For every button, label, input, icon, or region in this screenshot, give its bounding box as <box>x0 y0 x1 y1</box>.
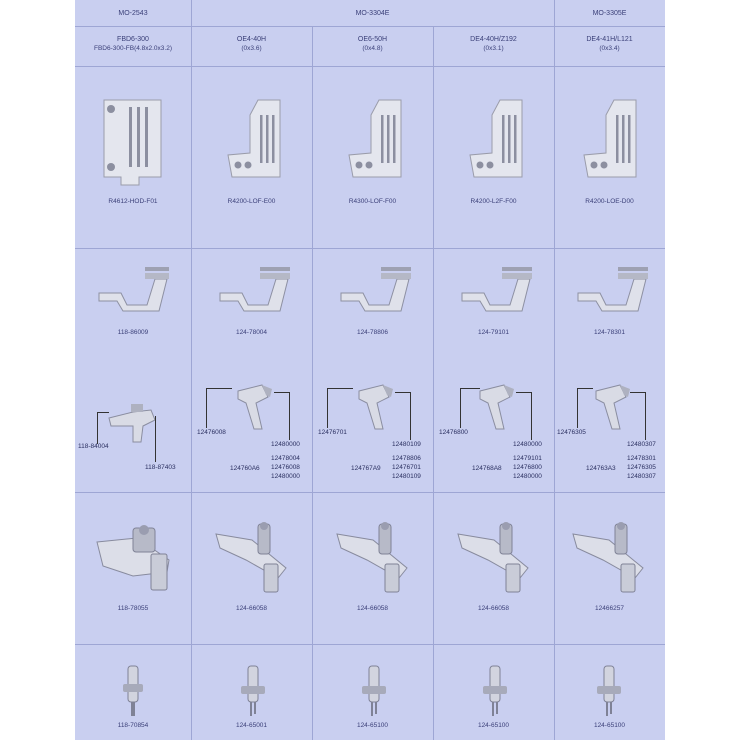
feed-dog-image <box>93 265 173 320</box>
presser-foot-image <box>93 520 175 598</box>
presser-foot-image <box>333 520 415 598</box>
needle-clamp-image <box>360 664 388 719</box>
throat-plate-image <box>341 95 411 190</box>
part-number: 124-78301 <box>593 329 626 336</box>
feed-assembly-image <box>232 383 282 433</box>
part-number: 12476800 <box>513 464 542 471</box>
leader-line <box>630 392 645 393</box>
part-number: 12479101 <box>513 455 542 462</box>
part-number: 118-84004 <box>78 443 109 450</box>
leader-line <box>577 388 578 428</box>
part-number: 12476008 <box>271 464 300 471</box>
part-number: 118-86009 <box>117 329 149 336</box>
leader-line <box>289 392 290 440</box>
feed-dog-image <box>335 265 415 320</box>
throat-plate-image <box>220 95 290 190</box>
leader-line <box>531 392 532 440</box>
part-number: 12466257 <box>595 605 624 612</box>
feed-dog-image <box>572 265 652 320</box>
column-size: (0x3.6) <box>241 45 262 52</box>
part-number: 12476701 <box>392 464 421 471</box>
leader-line <box>206 388 207 428</box>
part-number: 12476305 <box>557 429 586 436</box>
part-number: 124-79101 <box>477 329 510 336</box>
part-number: 12480109 <box>392 473 421 480</box>
leader-line <box>460 388 480 389</box>
part-number: R4200-LOF-E00 <box>227 198 276 205</box>
part-number: 124-78004 <box>235 329 268 336</box>
part-number: 124-65100 <box>477 722 510 729</box>
presser-foot-image <box>569 520 651 598</box>
leader-line <box>97 412 109 413</box>
part-number: R4612-HOD-F01 <box>108 198 158 205</box>
part-number: 12480000 <box>513 441 542 448</box>
part-number: 118-70854 <box>117 722 149 729</box>
grid-line <box>312 26 313 740</box>
part-number: 118-78055 <box>117 605 149 612</box>
part-number: 124-65001 <box>235 722 268 729</box>
part-number: 12480000 <box>513 473 542 480</box>
presser-foot-image <box>212 520 294 598</box>
part-number: 124760A6 <box>230 465 260 472</box>
throat-plate-image <box>576 95 646 190</box>
throat-plate-image <box>462 95 532 190</box>
part-number: 12478301 <box>627 455 656 462</box>
grid-line <box>75 26 665 27</box>
part-number: R4300-LOF-F00 <box>348 198 397 205</box>
part-number: 12476305 <box>627 464 656 471</box>
leader-line <box>206 388 232 389</box>
leader-line <box>410 392 411 440</box>
part-number: R4200-LOE-D00 <box>585 198 634 205</box>
leader-line <box>327 388 328 428</box>
part-number: 124-65100 <box>593 722 626 729</box>
throat-plate-image <box>99 95 169 190</box>
part-number: R4200-L2F-F00 <box>470 198 517 205</box>
part-number: 12480307 <box>627 441 656 448</box>
leader-line <box>516 392 531 393</box>
part-number: 124768A8 <box>472 465 502 472</box>
feed-assembly-image <box>353 383 403 433</box>
feed-assembly-image <box>590 383 640 433</box>
needle-clamp-image <box>481 664 509 719</box>
column-name: FBD6-300 <box>117 36 149 43</box>
leader-line <box>577 388 593 389</box>
part-number: 124763A3 <box>586 465 616 472</box>
part-number: 124-65100 <box>356 722 389 729</box>
leader-line <box>395 392 410 393</box>
presser-foot-image <box>454 520 536 598</box>
column-size: (0x3.4) <box>599 45 620 52</box>
leader-line <box>97 412 98 444</box>
feed-dog-image <box>214 265 294 320</box>
feed-assembly-image <box>474 383 524 433</box>
part-number: 12476800 <box>439 429 468 436</box>
grid-line <box>433 26 434 740</box>
model-header: MO-2543 <box>118 10 148 17</box>
feed-assembly-image <box>103 400 163 445</box>
part-number: 124-66058 <box>356 605 389 612</box>
parts-sheet <box>75 0 665 740</box>
part-number: 12480000 <box>271 441 300 448</box>
column-size: (0x4.8) <box>362 45 383 52</box>
column-name: OE4-40H <box>236 36 267 43</box>
leader-line <box>460 388 461 428</box>
part-number: 12478004 <box>271 455 300 462</box>
grid-line <box>191 0 192 740</box>
column-size: FBD6-300-FB(4.8x2.0x3.2) <box>93 45 173 52</box>
needle-clamp-image <box>595 664 623 719</box>
model-header: MO-3305E <box>592 10 627 17</box>
model-header: MO-3304E <box>355 10 390 17</box>
needle-clamp-image <box>239 664 267 719</box>
grid-line <box>75 248 665 249</box>
part-number: 124-66058 <box>477 605 510 612</box>
column-name: OE6-50H <box>357 36 388 43</box>
needle-clamp-image <box>119 664 147 719</box>
column-size: (0x3.1) <box>483 45 504 52</box>
part-number: 12476008 <box>197 429 226 436</box>
grid-line <box>75 644 665 645</box>
feed-dog-image <box>456 265 536 320</box>
leader-line <box>327 388 353 389</box>
part-number: 118-87403 <box>145 464 176 471</box>
part-number: 12480109 <box>392 441 421 448</box>
part-number: 124767A9 <box>351 465 381 472</box>
column-name: DE4-40H/Z192 <box>470 36 517 43</box>
part-number: 124-78806 <box>356 329 389 336</box>
grid-line <box>75 492 665 493</box>
part-number: 12478806 <box>392 455 421 462</box>
column-name: DE4-41H/L121 <box>586 36 633 43</box>
grid-line <box>554 0 555 740</box>
leader-line <box>274 392 289 393</box>
part-number: 12476701 <box>318 429 347 436</box>
leader-line <box>645 392 646 440</box>
part-number: 124-66058 <box>235 605 268 612</box>
part-number: 12480307 <box>627 473 656 480</box>
leader-line <box>155 416 156 462</box>
grid-line <box>75 66 665 67</box>
part-number: 12480000 <box>271 473 300 480</box>
